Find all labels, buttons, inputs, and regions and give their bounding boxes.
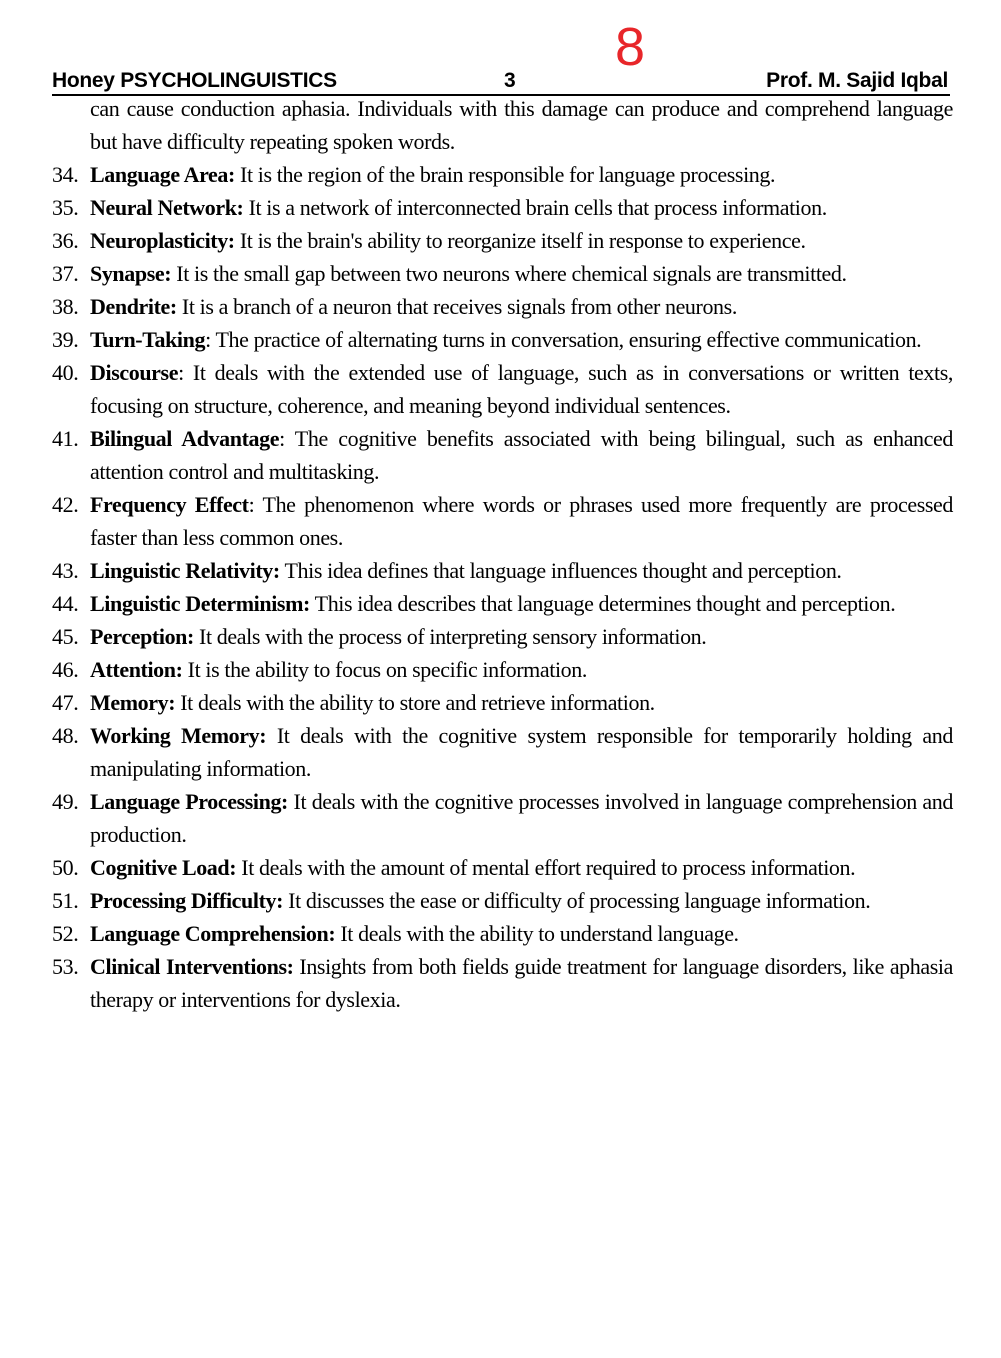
- glossary-item: [52, 620, 953, 653]
- item-term: Attention:: [90, 657, 183, 682]
- item-body: [90, 224, 953, 257]
- item-term: Linguistic Determinism:: [90, 591, 310, 616]
- glossary-item: [52, 851, 953, 884]
- item-number: 50.: [52, 855, 79, 880]
- item-term: Synapse:: [90, 261, 172, 286]
- glossary-item: [52, 686, 953, 719]
- glossary-item: [52, 785, 953, 851]
- item-body: [90, 257, 953, 290]
- item-number: 45.: [52, 624, 79, 649]
- item-definition: It deals with the ability to store and retrieve information.: [175, 690, 655, 715]
- item-definition: It deals with the cognitive system responsible for temporarily holding and manipulating information.: [90, 723, 953, 781]
- item-number: 51.: [52, 888, 79, 913]
- item-body: [90, 158, 953, 191]
- header-page-number: 3: [504, 69, 516, 92]
- item-term: Language Comprehension:: [90, 921, 336, 946]
- item-term: Processing Difficulty:: [90, 888, 284, 913]
- page-number-stamp: 8: [615, 17, 646, 77]
- item-number: 48.: [52, 723, 79, 748]
- item-definition: : The practice of alternating turns in conversation, ensuring effective communication.: [205, 327, 922, 352]
- glossary-item: [52, 653, 953, 686]
- item-term: Neural Network:: [90, 195, 244, 220]
- item-term: Dendrite:: [90, 294, 177, 319]
- glossary-item: [52, 158, 953, 191]
- item-number: 47.: [52, 690, 79, 715]
- item-definition: It is the ability to focus on specific information.: [182, 657, 587, 682]
- item-term: Frequency Effect: [90, 492, 249, 517]
- glossary-item: [52, 323, 953, 356]
- item-body: [90, 686, 953, 719]
- item-body: [90, 356, 953, 422]
- item-body: [90, 884, 953, 917]
- item-definition: : It deals with the extended use of language, such as in conversations or written texts, focusing on structure, coherence, and meaning beyond individual sentences.: [90, 360, 953, 418]
- item-body: [90, 851, 953, 884]
- item-number: 35.: [52, 195, 79, 220]
- item-term: Cognitive Load:: [90, 855, 237, 880]
- glossary-list: [52, 158, 953, 1016]
- item-definition: It deals with the process of interpreting sensory information.: [193, 624, 707, 649]
- item-term: Linguistic Relativity:: [90, 558, 280, 583]
- glossary-item: [52, 290, 953, 323]
- item-definition: It is the brain's ability to reorganize itself in response to experience.: [234, 228, 806, 253]
- item-body: [90, 422, 953, 488]
- item-number: 37.: [52, 261, 79, 286]
- item-body: [90, 290, 953, 323]
- item-definition: : The phenomenon where words or phrases used more frequently are processed faster than less common ones.: [90, 492, 953, 550]
- item-body: [90, 785, 953, 851]
- item-term: Bilingual Advantage: [90, 426, 280, 451]
- item-term: Perception:: [90, 624, 194, 649]
- item-body: [90, 653, 953, 686]
- glossary-item: [52, 884, 953, 917]
- item-term: Clinical Interventions:: [90, 954, 294, 979]
- item-number: 34.: [52, 162, 79, 187]
- item-definition: It is a branch of a neuron that receives signals from other neurons.: [176, 294, 737, 319]
- item-number: 46.: [52, 657, 79, 682]
- glossary-item: [52, 917, 953, 950]
- item-term: Language Area:: [90, 162, 235, 187]
- item-number: 52.: [52, 921, 79, 946]
- glossary-item: [52, 224, 953, 257]
- item-definition: It discusses the ease or difficulty of processing language information.: [283, 888, 871, 913]
- header-author: Prof. M. Sajid Iqbal: [766, 69, 948, 92]
- item-definition: This idea defines that language influences thought and perception.: [279, 558, 842, 583]
- item-number: 44.: [52, 591, 79, 616]
- item-definition: It is a network of interconnected brain cells that process information.: [243, 195, 827, 220]
- glossary-content: [52, 92, 953, 1016]
- item-definition: It deals with the ability to understand language.: [335, 921, 739, 946]
- glossary-item: [52, 257, 953, 290]
- item-body: [90, 719, 953, 785]
- glossary-item: [52, 719, 953, 785]
- item-term: Turn-Taking: [90, 327, 206, 352]
- item-term: Memory:: [90, 690, 176, 715]
- glossary-item: [52, 422, 953, 488]
- item-body: [90, 191, 953, 224]
- item-definition: Insights from both fields guide treatment for language disorders, like aphasia therapy or interventions for dyslexia.: [90, 954, 953, 1012]
- item-number: 38.: [52, 294, 79, 319]
- item-term: Neuroplasticity:: [90, 228, 235, 253]
- item-definition: It is the region of the brain responsible for language processing.: [234, 162, 776, 187]
- item-definition: This idea describes that language determines thought and perception.: [309, 591, 896, 616]
- item-number: 40.: [52, 360, 79, 385]
- item-term: Language Processing:: [90, 789, 288, 814]
- glossary-item: [52, 554, 953, 587]
- glossary-item: [52, 191, 953, 224]
- item-number: 39.: [52, 327, 79, 352]
- item-number: 36.: [52, 228, 79, 253]
- item-body: [90, 488, 953, 554]
- item-body: [90, 950, 953, 1016]
- item-body: [90, 917, 953, 950]
- item-definition: It is the small gap between two neurons where chemical signals are transmitted.: [171, 261, 847, 286]
- item-body: [90, 587, 953, 620]
- glossary-item: [52, 950, 953, 1016]
- item-body: [90, 323, 953, 356]
- continuation-paragraph: can cause conduction aphasia. Individuals with this damage can produce and comprehend language but have difficulty repeating spoken words.: [90, 96, 953, 154]
- item-definition: It deals with the cognitive processes involved in language comprehension and production.: [90, 789, 953, 847]
- item-number: 42.: [52, 492, 79, 517]
- glossary-item: [52, 587, 953, 620]
- glossary-item: [52, 356, 953, 422]
- item-body: [90, 554, 953, 587]
- item-number: 41.: [52, 426, 79, 451]
- item-definition: : The cognitive benefits associated with being bilingual, such as enhanced attention control and multitasking.: [90, 426, 953, 484]
- item-term: Discourse: [90, 360, 179, 385]
- item-number: 53.: [52, 954, 79, 979]
- item-body: [90, 620, 953, 653]
- item-number: 43.: [52, 558, 79, 583]
- item-term: Working Memory:: [90, 723, 267, 748]
- item-number: 49.: [52, 789, 79, 814]
- glossary-item: [52, 488, 953, 554]
- item-definition: It deals with the amount of mental effort required to process information.: [236, 855, 856, 880]
- header-title: Honey PSYCHOLINGUISTICS: [52, 69, 337, 92]
